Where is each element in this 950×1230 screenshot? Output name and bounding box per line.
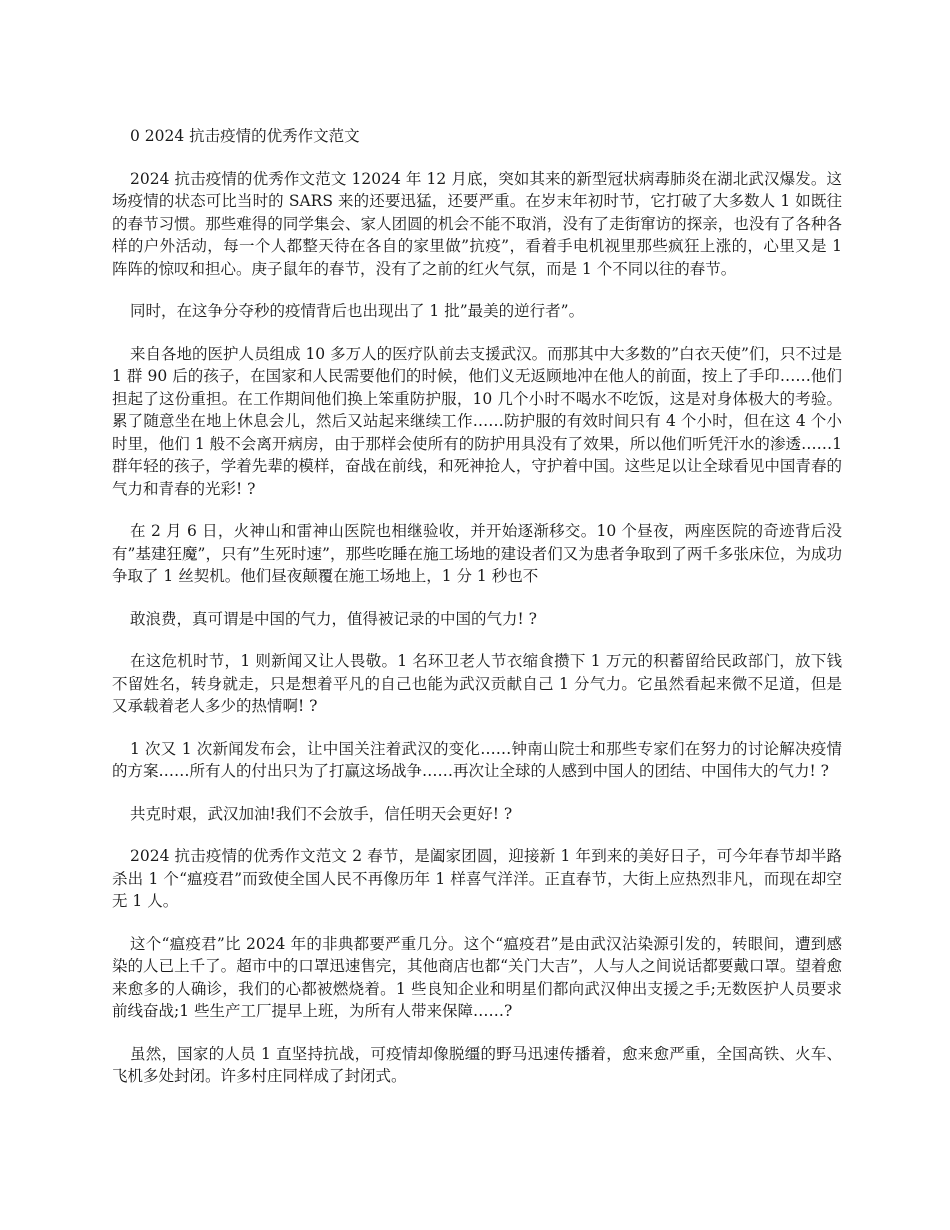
paragraph-9: 2024 抗击疫情的优秀作文范文 2 春节，是阖家团圆，迎接新 1 年到来的美好日子，可今年春节却半路杀出 1 个“瘟疫君”而致使全国人民不再像历年 1 样喜气洋洋。正直春节，大街上应热烈非凡，而现在却空无 1 人。 bbox=[112, 847, 842, 910]
document-body bbox=[112, 125, 842, 1108]
paragraph-3: 来自各地的医护人员组成 10 多万人的医疗队前去支援武汉。而那其中大多数的”白衣天使”们，只不过是 1 群 90 后的孩子，在国家和人民需要他们的时候，他们义无返顾地冲在他人的前面，按上了手印……他们担起了这份重担。在工作期间他们换上笨重防护服，10 几个小时不喝水不吃饭，这是对身体极大的考验。累了随意坐在地上休息会儿，然后又站起来继续工作……防护服的有效时间只有 4 个小时，但在这 4 个小时里，他们 1 般不会离开病房，由于那样会使所有的防护用具没有了效果，所以他们听凭汗水的渗透……1 群年轻的孩子，学着先辈的模样，奋战在前线，和死神抢人，守护着中国。这些足以让全球看见中国青春的气力和青春的光彩! ? bbox=[112, 344, 842, 498]
paragraph-7: 1 次又 1 次新闻发布会，让中国关注着武汉的变化……钟南山院士和那些专家们在努力的讨论解决疫情的方案……所有人的付出只为了打赢这场战争……再次让全球的人感到中国人的团结、中国伟大的气力! ? bbox=[112, 739, 842, 780]
paragraph-8: 共克时艰，武汉加油!我们不会放手，信任明天会更好! ? bbox=[130, 804, 513, 823]
paragraph-2: 同时，在这争分夺秒的疫情背后也出现出了 1 批”最美的逆行者”。 bbox=[130, 302, 585, 320]
paragraph-5: 敢浪费，真可谓是中国的气力，值得被记录的中国的气力! ? bbox=[130, 609, 537, 628]
paragraph-4: 在 2 月 6 日，火神山和雷神山医院也相继验收，并开始逐渐移交。10 个昼夜，两座医院的奇迹背后没有”基建狂魔”，只有”生死时速”，那些吃睡在施工场地的建设者们又为患者争取到了两千多张床位，为成功争取了 1 丝契机。他们昼夜颠覆在施工场地上，1 分 1 秒也不 bbox=[112, 522, 842, 585]
document-title: 0 2024 抗击疫情的优秀作文范文 bbox=[130, 127, 360, 145]
paragraph-11: 虽然，国家的人员 1 直坚持抗战，可疫情却像脱缰的野马迅速传播着，愈来愈严重，全国高铁、火车、飞机多处封闭。许多村庄同样成了封闭式。 bbox=[112, 1044, 842, 1085]
paragraph-6: 在这危机时节，1 则新闻又让人畏敬。1 名环卫老人节衣缩食攒下 1 万元的积蓄留给民政部门，放下钱不留姓名，转身就走，只是想着平凡的自己也能为武汉贡献自己 1 分气力。它虽然看起来微不足道，但是又承载着老人多少的热情啊! ? bbox=[112, 652, 842, 715]
paragraph-1: 2024 抗击疫情的优秀作文范文 12024 年 12 月底，突如其来的新型冠状病毒肺炎在湖北武汉爆发。这场疫情的状态可比当时的 SARS 来的还要迅猛，还要严重。在岁末年初时节，它打破了大多数人 1 如既往的春节习惯。那些难得的同学集会、家人团圆的机会不能不取消，没有了走街窜访的探亲，也没有了各种各样的户外活动，每一个人都整天待在各自的家里做”抗疫”，看着手电机视里那些疯狂上涨的，心里又是 1 阵阵的惊叹和担心。庚子鼠年的春节，没有了之前的红火气氛，而是 1 个不同以往的春节。 bbox=[112, 169, 842, 278]
paragraph-10: 这个“瘟疫君”比 2024 年的非典都要严重几分。这个“瘟疫君”是由武汉沾染源引发的，转眼间，遭到感染的人已上千了。超市中的口罩迅速售完，其他商店也都“关门大吉”，人与人之间说话都要戴口罩。望着愈来愈多的人确诊，我们的心都被燃烧着。1 些良知企业和明星们都向武汉伸出支援之手;无数医护人员要求前线奋战;1 些生产工厂提早上班，为所有人带来保障……? bbox=[112, 934, 842, 1020]
